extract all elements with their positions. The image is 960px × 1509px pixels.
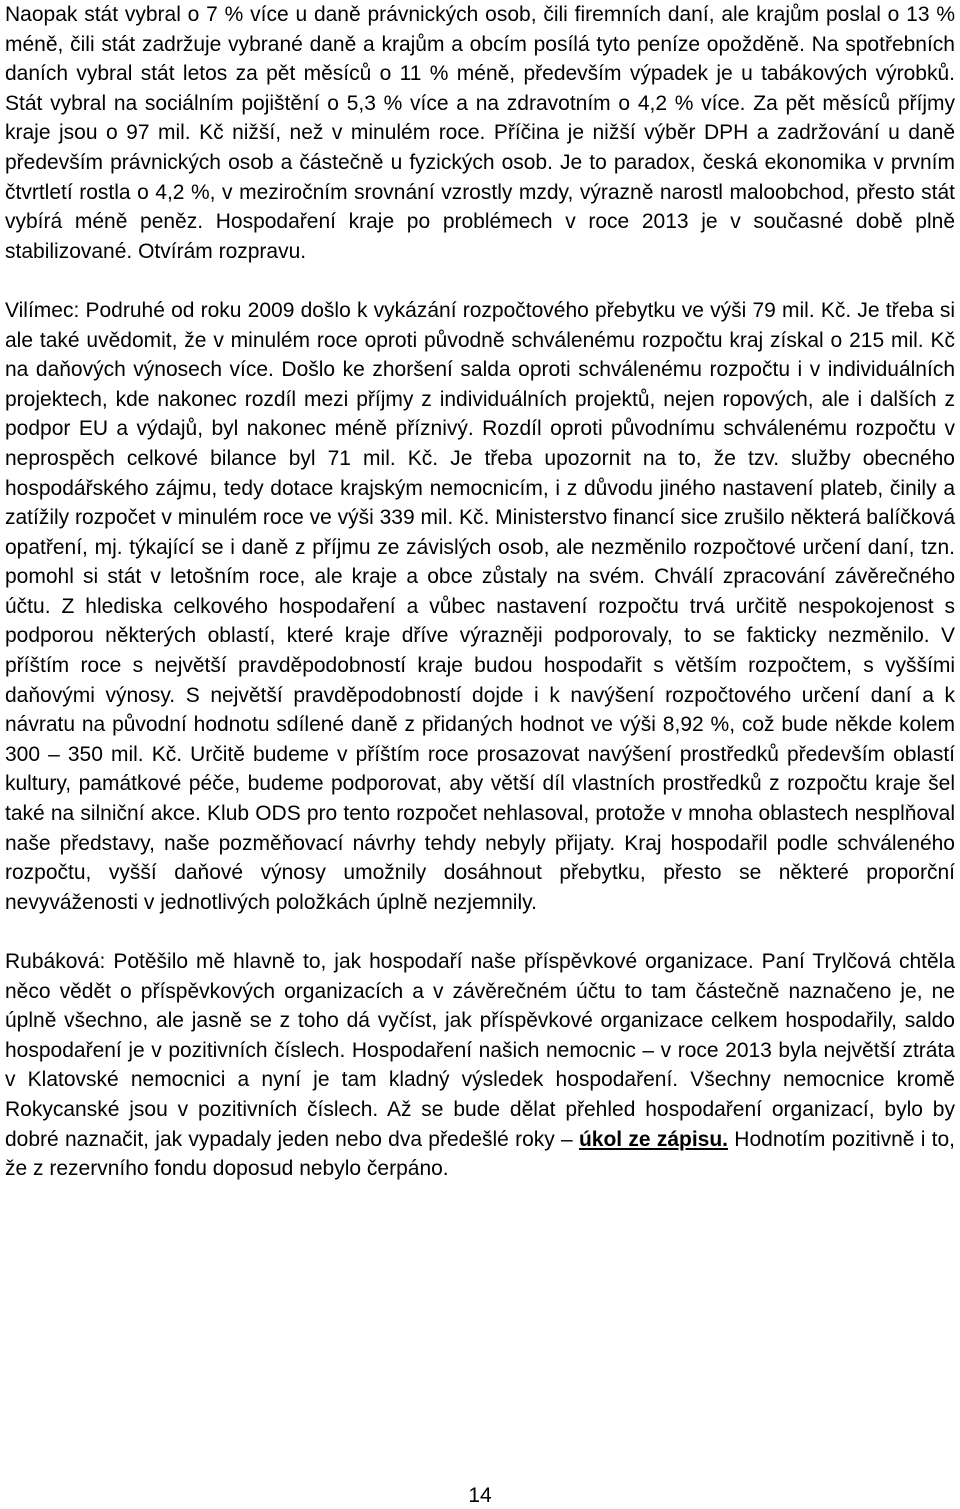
paragraph-rubakova-text: Rubáková: Potěšilo mě hlavně to, jak hospodaří naše příspěvkové organizace. Paní Trylčová chtěla něco vědět o příspěvkových organizacích a v závěrečném účtu to tam částečně naznačeno je, ne úplně všechno, ale jasně se z toho dá vyčíst, jak příspěvkové organizace celkem hospodařily, saldo hospodaření je v pozitivních číslech. Hospodaření našich nemocnic – v roce 2013 byla největší ztráta v Klatovské nemocnici a nyní je tam kladný výsledek hospodaření. Všechny nemocnice kromě Rokycanské jsou v pozitivních číslech. Až se bude dělat přehled hospodaření organizací, bylo by dobré naznačit, jak vypadaly jeden nebo dva předešlé roky – (5, 950, 955, 1151)
paragraph-rubakova-end: Hodnotím pozitivně i to, že z rezervního fondu doposud nebylo čerpáno. (5, 1127, 956, 1181)
page-number: 14 (468, 1484, 492, 1507)
paragraph-rubakova (5, 947, 955, 1184)
paragraph-report-intro: Naopak stát vybral o 7 % více u daně právnických osob, čili firemních daní, ale krajům poslal o 13 % méně, čili stát zadržuje vybrané daně a krajům a obcím posílá tyto peníze opožděně. Na spotřebních daních vybral stát letos za pět měsíců o 11 % méně, především výpadek je u tabákových výrobků. Stát vybral na sociálním pojištění o 5,3 % více a na zdravotním o 4,2 % více. Za pět měsíců příjmy kraje jsou o 97 mil. Kč nižší, než v minulém roce. Příčina je nižší výběr DPH a zadržování u daně především právnických osob a částečně u fyzických osob. Je to paradox, česká ekonomika v prvním čtvrtletí rostla o 4,2 %, v meziročním srovnání vzrostly mzdy, výrazně narostl maloobchod, přesto stát vybírá méně peněz. Hospodaření kraje po problémech v roce 2013 je v současné době plně stabilizované. Otvírám rozpravu. (5, 3, 955, 263)
task-highlight: úkol ze zápisu. (578, 1127, 729, 1151)
document-page (5, 0, 955, 1184)
paragraph-vilimec: Vilímec: Podruhé od roku 2009 došlo k vykázání rozpočtového přebytku ve výši 79 mil. Kč. Je třeba si ale také uvědomit, že v minulém roce oproti původně schválenému rozpočtu kraj získal o 215 mil. Kč na daňových výnosech více. Došlo ke zhoršení salda oproti schválenému rozpočtu i v individuálních projektech, kde nakonec rozdíl mezi příjmy z individuálních projektů, nejen ropových, ale i dalších z podpor EU a výdajů, byl nakonec méně příznivý. Rozdíl oproti původnímu schválenému rozpočtu v neprospěch celkové bilance byl 71 mil. Kč. Je třeba upozornit na to, že tzv. služby obecného hospodářského zájmu, tedy dotace krajským nemocnicím, i z důvodu jiného nastavení plateb, činily a zatížily rozpočet v minulém roce ve výši 339 mil. Kč. Ministerstvo financí sice zrušilo některá balíčková opatření, mj. týkající se i daně z příjmu ze závislých osob, ale nezměnilo rozpočtové určení daní, tzn. pomohl si stát v letošním roce, ale kraje a obce zůstaly na svém. Chválí zpracování závěrečného účtu. Z hlediska celkového hospodaření a vůbec nastavení rozpočtu trvá určitě nespokojenost s podporou některých oblastí, které kraje dříve výrazněji podporovaly, to se fakticky nezměnilo. V příštím roce s největší pravděpodobností kraje budou hospodařit s větším rozpočtem, s vyššími daňovými výnosy. S největší pravděpodobností dojde i k navýšení rozpočtového určení daní a k návratu na původní hodnotu sdílené daně z přidaných hodnot ve výši 8,92 %, což bude někde kolem 300 – 350 mil. Kč. Určitě budeme v příštím roce prosazovat navýšení prostředků především oblastí kultury, památkové péče, budeme podporovat, aby větší díl vlastních prostředků z rozpočtu kraje šel také na silniční akce. Klub ODS pro tento rozpočet nehlasoval, protože v mnoha oblastech nesplňoval naše představy, naše pozměňovací návrhy tehdy nebyly přijaty. Kraj hospodařil podle schváleného rozpočtu, vyšší daňové výnosy umožnily dosáhnout přebytku, přesto se některé proporční nevyváženosti v jednotlivých položkách úplně nezjemnily. (5, 298, 956, 914)
